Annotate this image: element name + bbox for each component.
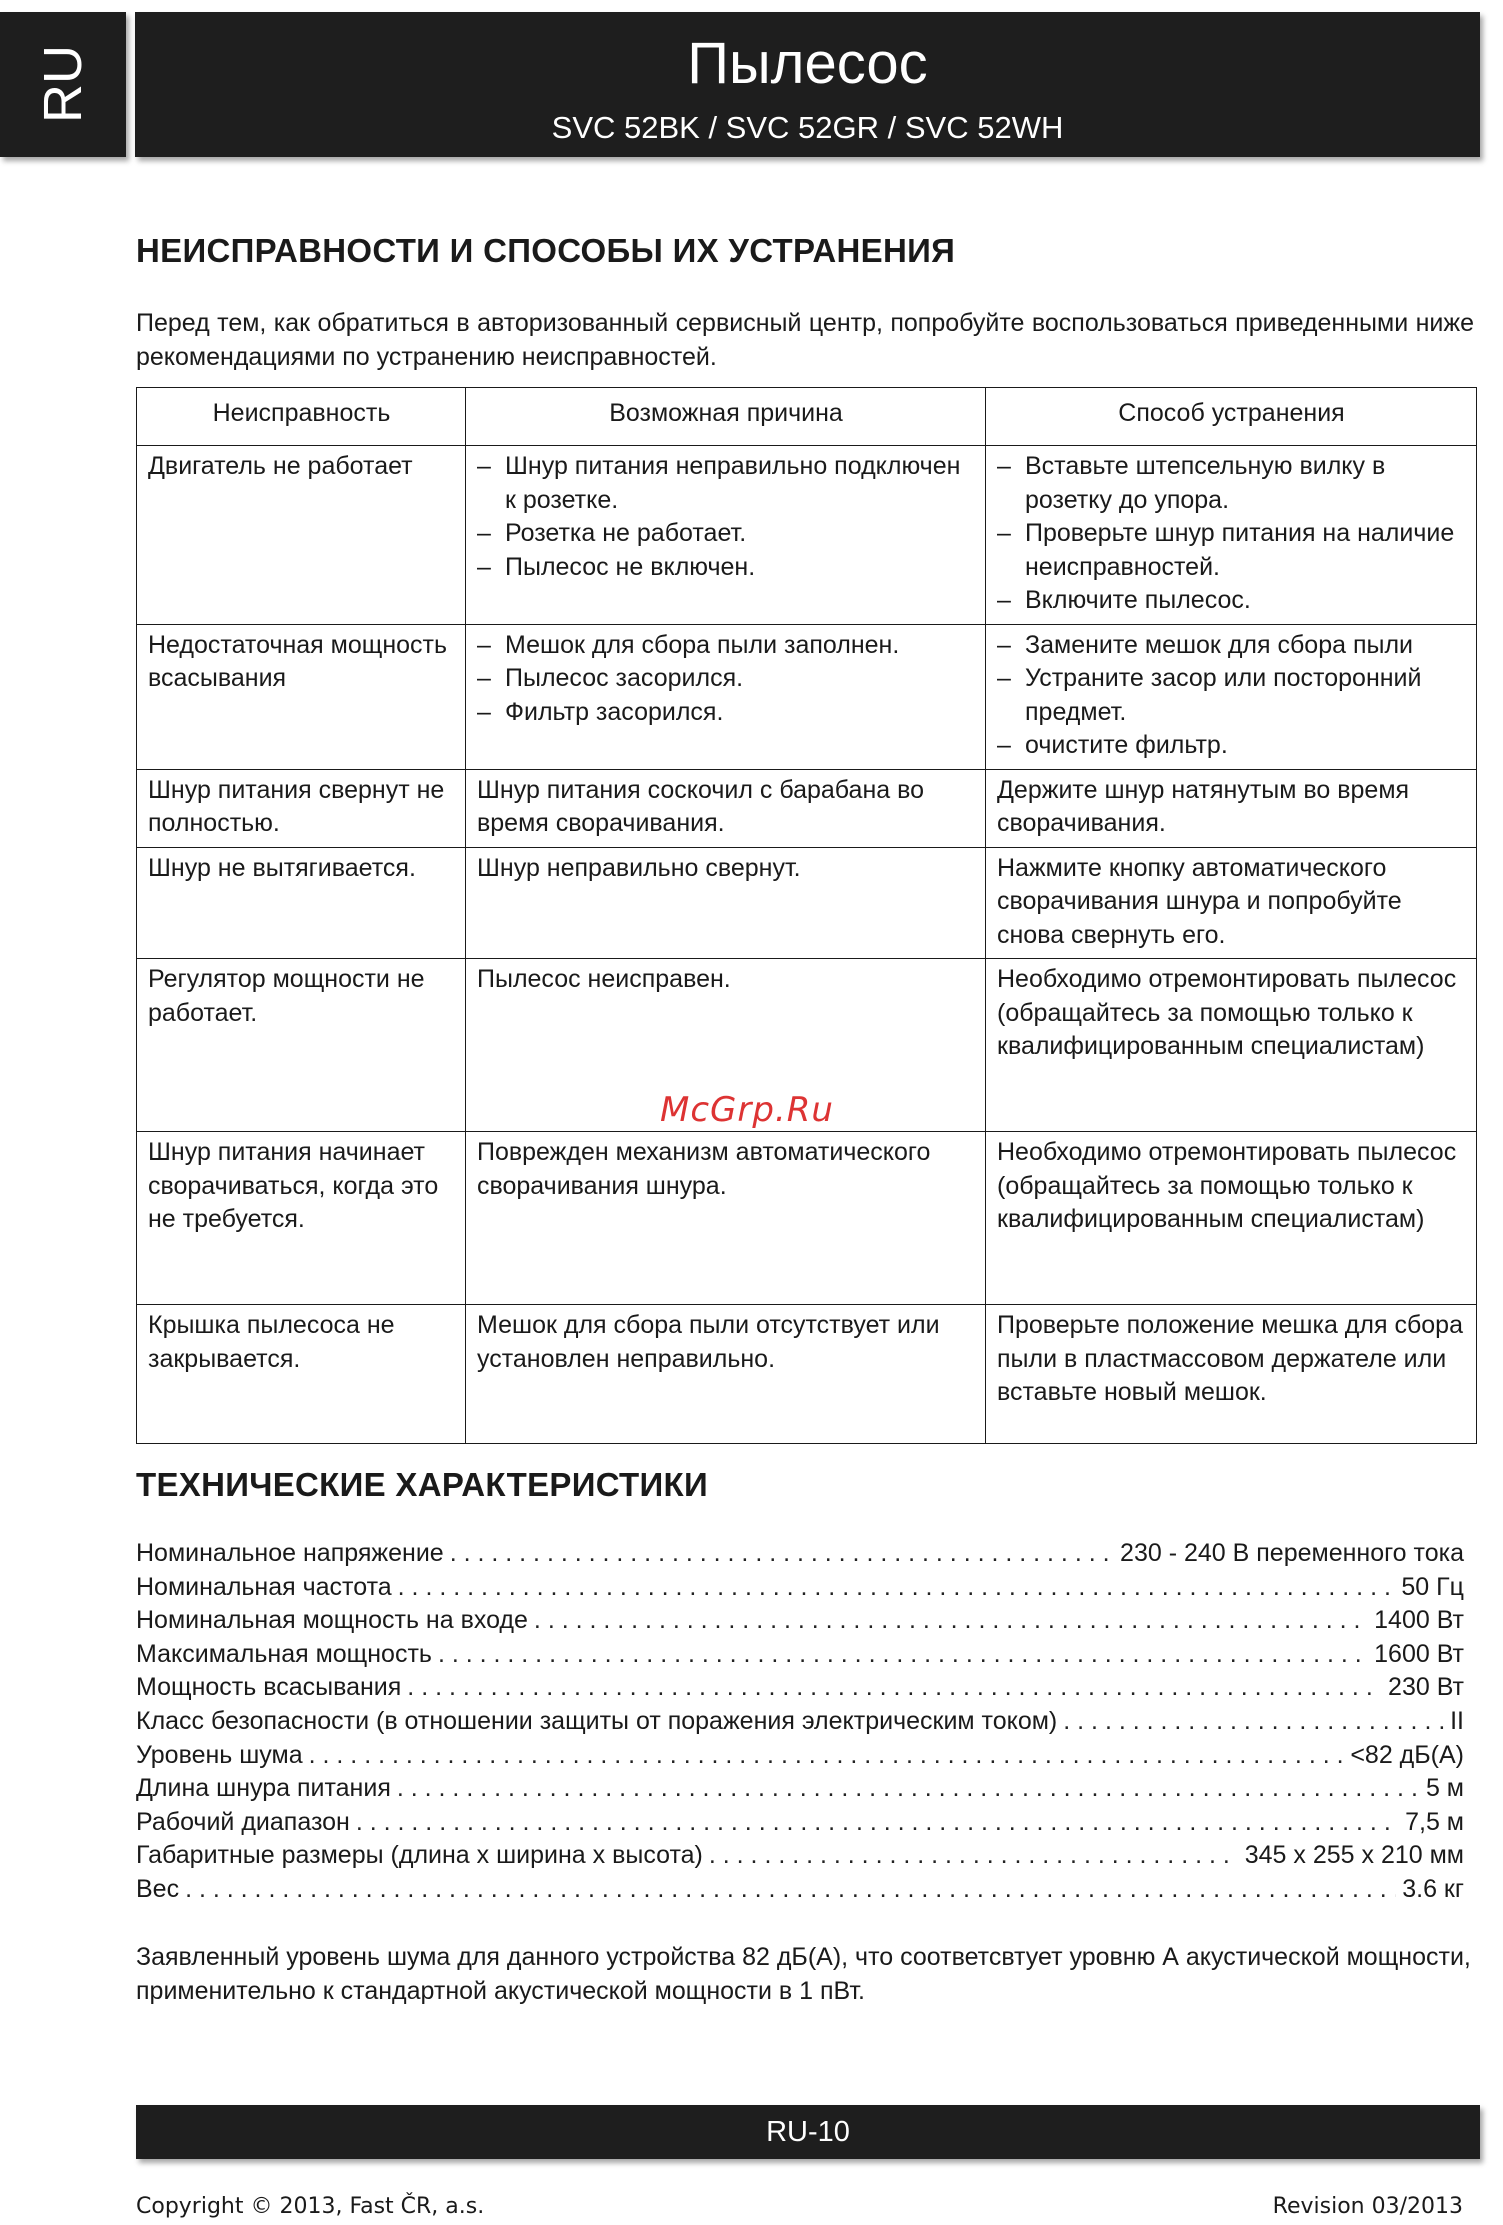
list-item: – Включите пылесос. — [997, 584, 1466, 618]
troubleshooting-heading: НЕИСПРАВНОСТИ И СПОСОБЫ ИХ УСТРАНЕНИЯ — [136, 232, 956, 269]
spec-row — [136, 1638, 1464, 1672]
dot-leader — [407, 1671, 1382, 1705]
fault-cell: Крышка пылесоса не закрывается. — [137, 1305, 466, 1444]
spec-value: <82 дБ(А) — [1350, 1740, 1464, 1769]
list-item: – Замените мешок для сбора пыли — [997, 629, 1466, 663]
dot-leader — [450, 1537, 1114, 1571]
list-item: – Пылесос засорился. — [477, 662, 975, 696]
spec-value: 5 м — [1425, 1774, 1464, 1803]
table-header-row — [137, 388, 1477, 446]
spec-row — [136, 1839, 1464, 1873]
column-header-remedy: Способ устранения — [986, 388, 1477, 446]
cause-cell: Шнур неправильно свернут. — [466, 847, 986, 959]
fault-cell: Двигатель не работает — [137, 446, 466, 625]
spec-label: Номинальное напряжение — [136, 1539, 444, 1567]
list-item: – Проверьте шнур питания на наличие неисправностей. — [997, 517, 1466, 584]
spec-row — [136, 1806, 1464, 1840]
remedy-cell: Необходимо отремонтировать пылесос (обращайтесь за помощью только к квалифицированным специалистам) — [986, 1132, 1477, 1305]
cause-cell — [466, 446, 986, 625]
spec-label: Вес — [136, 1874, 180, 1903]
fault-cell: Недостаточная мощность всасывания — [137, 624, 466, 769]
remedy-cell — [986, 446, 1477, 625]
spec-label: Рабочий диапазон — [136, 1807, 350, 1836]
remedy-cell — [986, 624, 1477, 769]
page-title: Пылесос — [687, 31, 928, 96]
spec-row — [136, 1671, 1464, 1705]
column-header-cause: Возможная причина — [466, 388, 986, 446]
table-row — [137, 624, 1477, 769]
list-item: – Мешок для сбора пыли заполнен. — [477, 629, 975, 663]
spec-value: 345 x 255 x 210 мм — [1244, 1841, 1464, 1870]
troubleshooting-intro: Перед тем, как обратиться в авторизованный сервисный центр, попробуйте воспользоваться приведенными ниже рекомендациями по устранению неисправностей. — [136, 309, 1474, 371]
spec-label: Номинальная мощность на входе — [136, 1606, 528, 1635]
list-item: – очистите фильтр. — [997, 729, 1466, 763]
noise-level-note: Заявленный уровень шума для данного устройства 82 дБ(А), что соответсвтует уровню А акустической мощности, применительно к стандартной акустической мощности в 1 пВт. — [136, 1943, 1471, 2005]
dot-leader — [397, 1772, 1420, 1806]
table-row — [137, 847, 1477, 959]
list-item: – Устраните засор или посторонний предмет. — [997, 662, 1466, 729]
table-row — [137, 446, 1477, 625]
cause-cell: Поврежден механизм автоматического сворачивания шнура. — [466, 1132, 986, 1305]
cause-cell: Шнур питания соскочил с барабана во время сворачивания. — [466, 769, 986, 847]
revision-text: Revision 03/2013 — [1272, 2194, 1463, 2219]
spec-value: II — [1450, 1706, 1464, 1735]
spec-row — [136, 1739, 1464, 1773]
watermark-logo: McGrp.Ru — [660, 1090, 834, 1130]
language-tab — [0, 12, 126, 157]
spec-row — [136, 1604, 1464, 1638]
spec-value: 3.6 кг — [1402, 1874, 1464, 1903]
remedy-cell: Держите шнур натянутым во время сворачивания. — [986, 769, 1477, 847]
dot-leader — [438, 1638, 1368, 1672]
spec-label: Мощность всасывания — [136, 1673, 402, 1702]
spec-value: 1400 Вт — [1374, 1606, 1464, 1635]
spec-label: Максимальная мощность — [136, 1639, 432, 1668]
spec-value: 230 Вт — [1388, 1673, 1464, 1702]
header-bar — [135, 12, 1480, 157]
dot-leader — [185, 1873, 1396, 1907]
list-item: – Шнур питания неправильно подключен к розетке. — [477, 450, 975, 517]
list-item: – Пылесос не включен. — [477, 551, 975, 585]
spec-row — [136, 1772, 1464, 1806]
dot-leader — [356, 1806, 1399, 1840]
language-code: RU — [33, 45, 93, 123]
specs-heading: ТЕХНИЧЕСКИЕ ХАРАКТЕРИСТИКИ — [136, 1466, 708, 1503]
list-item: – Розетка не работает. — [477, 517, 975, 551]
dot-leader — [309, 1739, 1345, 1773]
spec-label: Номинальная частота — [136, 1572, 392, 1601]
dot-leader — [709, 1839, 1239, 1873]
spec-value: 50 Гц — [1401, 1572, 1464, 1601]
remedy-cell: Нажмите кнопку автоматического сворачивания шнура и попробуйте снова свернуть его. — [986, 847, 1477, 959]
spec-row — [136, 1537, 1464, 1571]
fault-cell: Регулятор мощности не работает. — [137, 959, 466, 1132]
copyright-text: Copyright © 2013, Fast ČR, a.s. — [136, 2194, 485, 2219]
cause-cell: Пылесос неисправен. — [466, 959, 986, 1132]
model-numbers: SVC 52BK / SVC 52GR / SVC 52WH — [551, 110, 1064, 145]
spec-label: Габаритные размеры (длина x ширина x высота) — [136, 1841, 703, 1870]
dot-leader — [534, 1604, 1368, 1638]
page-number: RU-10 — [766, 2116, 850, 2148]
spec-value: 1600 Вт — [1374, 1639, 1464, 1668]
troubleshooting-table — [136, 387, 1477, 1444]
list-item: – Вставьте штепсельную вилку в розетку до упора. — [997, 450, 1466, 517]
dot-leader — [1063, 1705, 1444, 1739]
table-row — [137, 1305, 1477, 1444]
dot-leader — [398, 1571, 1396, 1605]
remedy-cell: Проверьте положение мешка для сбора пыли в пластмассовом держателе или вставьте новый мешок. — [986, 1305, 1477, 1444]
specs-list — [136, 1537, 1464, 1907]
remedy-cell: Необходимо отремонтировать пылесос (обращайтесь за помощью только к квалифицированным специалистам) — [986, 959, 1477, 1132]
list-item: – Фильтр засорился. — [477, 696, 975, 730]
cause-cell: Мешок для сбора пыли отсутствует или установлен неправильно. — [466, 1305, 986, 1444]
fault-cell: Шнур питания начинает сворачиваться, когда это не требуется. — [137, 1132, 466, 1305]
spec-value: 7,5 м — [1405, 1807, 1464, 1836]
spec-row — [136, 1873, 1464, 1907]
table-row — [137, 1132, 1477, 1305]
spec-label: Класс безопасности (в отношении защиты от поражения электрическим током) — [136, 1706, 1058, 1735]
footer-bar — [136, 2105, 1480, 2159]
spec-value: 230 - 240 В переменного тока — [1120, 1539, 1464, 1567]
column-header-fault: Неисправность — [137, 388, 466, 446]
fault-cell: Шнур питания свернут не полностью. — [137, 769, 466, 847]
spec-label: Уровень шума — [136, 1740, 303, 1769]
spec-row — [136, 1705, 1464, 1739]
fault-cell: Шнур не вытягивается. — [137, 847, 466, 959]
table-row — [137, 769, 1477, 847]
spec-row — [136, 1571, 1464, 1605]
spec-label: Длина шнура питания — [136, 1774, 391, 1803]
cause-cell — [466, 624, 986, 769]
